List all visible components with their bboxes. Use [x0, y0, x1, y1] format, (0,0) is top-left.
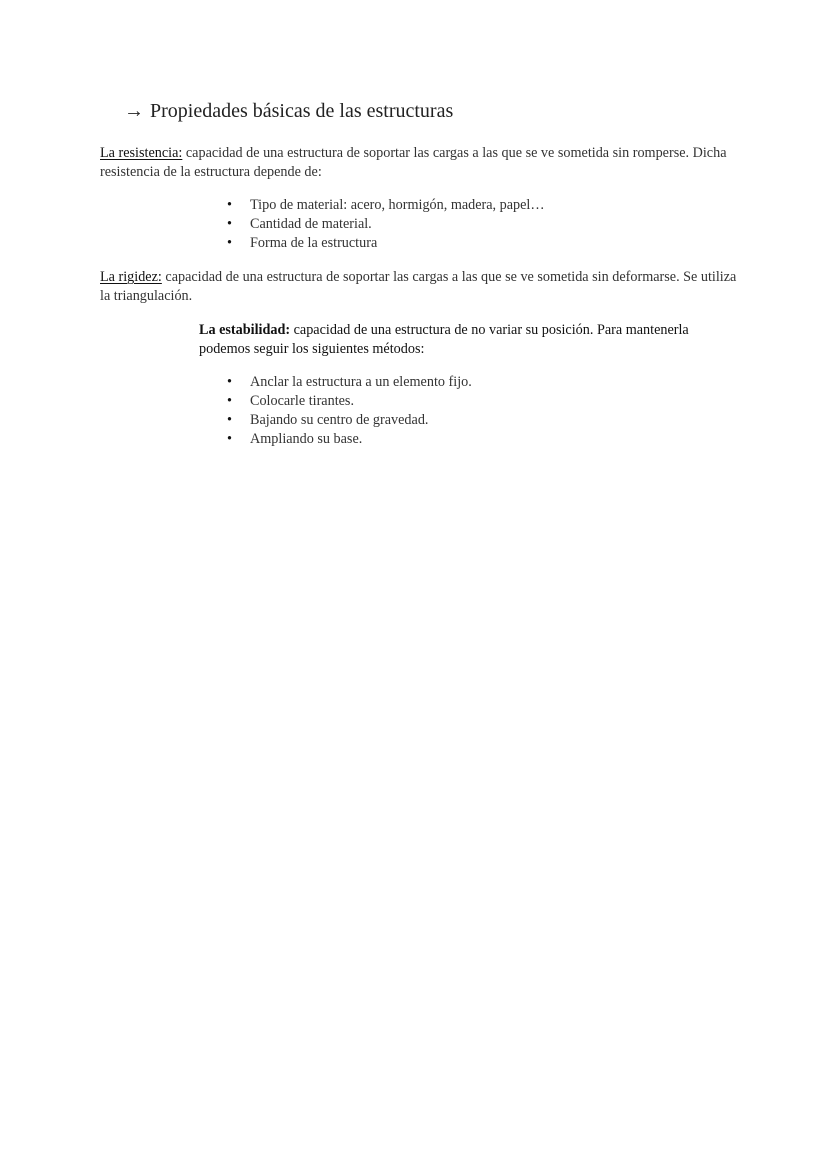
arrow-icon: → [124, 100, 144, 122]
paragraph-estabilidad [199, 321, 699, 359]
list-item [222, 215, 545, 234]
material-factors-list [222, 196, 545, 253]
bullet-icon: • [227, 235, 232, 251]
stability-methods-list [222, 373, 472, 449]
term-resistencia: La resistencia: [100, 145, 183, 161]
bullet-icon: • [227, 197, 232, 213]
paragraph-rigidez [100, 268, 740, 306]
definition-resistencia: capacidad de una estructura de soportar las cargas a las que se ve sometida sin romperse. Dicha resistencia de la estructura depende de: [100, 145, 727, 180]
heading-title: Propiedades básicas de las estructuras [150, 100, 454, 122]
bullet-icon: • [227, 216, 232, 232]
list-item-text: Tipo de material: acero, hormigón, madera, papel… [250, 197, 545, 213]
list-item-text: Bajando su centro de gravedad. [250, 412, 429, 428]
term-estabilidad: La estabilidad: [199, 322, 291, 338]
list-item-text: Forma de la estructura [250, 235, 378, 251]
list-item-text: Cantidad de material. [250, 216, 372, 232]
list-item [222, 430, 472, 449]
paragraph-resistencia [100, 144, 740, 182]
list-item [222, 411, 472, 430]
list-item [222, 234, 545, 253]
definition-estabilidad: capacidad de una estructura de no variar su posición. Para mantenerla podemos seguir los siguientes métodos: [199, 322, 689, 357]
bullet-icon: • [227, 393, 232, 409]
definition-rigidez: capacidad de una estructura de soportar las cargas a las que se ve sometida sin deformarse. Se utiliza la triangulación. [100, 269, 737, 304]
term-rigidez: La rigidez: [100, 269, 162, 285]
list-item-text: Anclar la estructura a un elemento fijo. [250, 374, 472, 390]
bullet-icon: • [227, 431, 232, 447]
section-heading [124, 100, 453, 123]
list-item [222, 392, 472, 411]
list-item [222, 373, 472, 392]
bullet-icon: • [227, 412, 232, 428]
list-item [222, 196, 545, 215]
list-item-text: Colocarle tirantes. [250, 393, 355, 409]
list-item-text: Ampliando su base. [250, 431, 363, 447]
bullet-icon: • [227, 374, 232, 390]
